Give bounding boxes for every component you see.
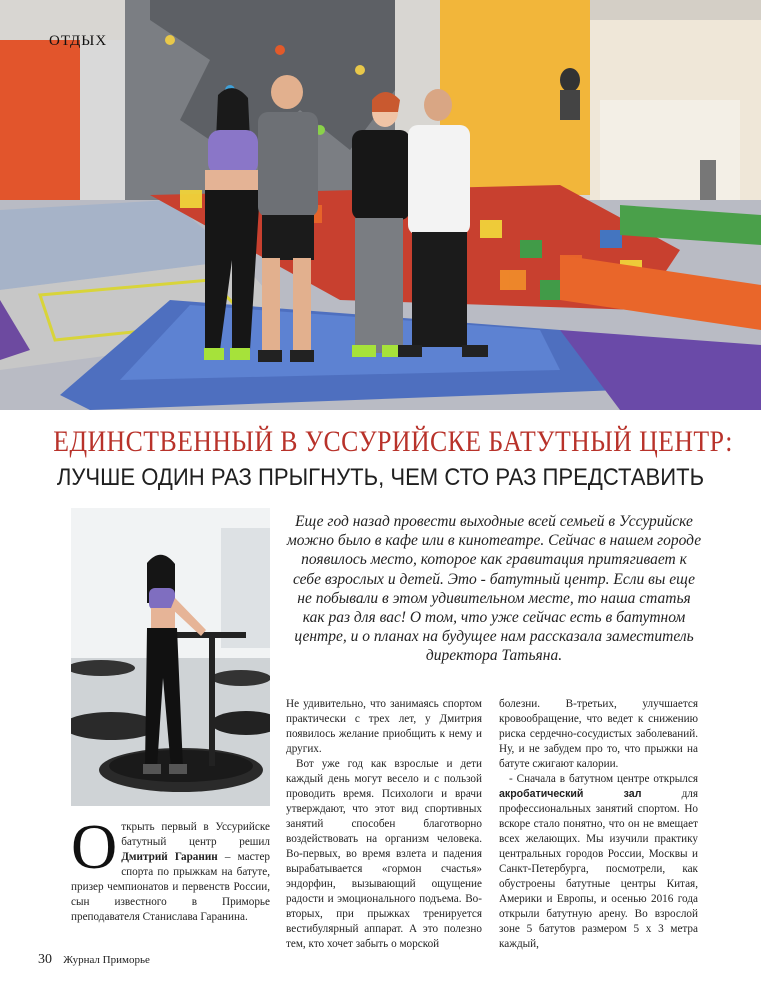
- magazine-name: Журнал Приморье: [63, 954, 150, 966]
- col-mid-paragraph-1: Не удивительно, что занимаясь спортом практически с трех лет, у Дмитрия появилось желание приобщить к нему и других.: [286, 698, 482, 755]
- col-right-text-a: - Сначала в батутном центре открылся: [509, 773, 698, 785]
- col-left-text-a: ткрыть первый в Уссурийске батутный центр решил: [121, 821, 270, 848]
- intro-paragraph: Еще год назад провести выходные всей семьей в Уссурийске можно было в кафе или в кинотеатре. Сейчас в нашем городе появилось место, которое как гравитация притягивает к себе взрослых и детей. Это - батутный центр. Если вы еще не побывали в этом удивительном месте, то наша статья как раз для вас! О том, что уже сейчас есть в батутном центре, и о планах на будущее нам рассказала заместитель директора Татьяна.: [286, 513, 702, 665]
- headline-line-2: ЛУЧШЕ ОДИН РАЗ ПРЫГНУТЬ, ЧЕМ СТО РАЗ ПРЕДСТАВИТЬ: [56, 464, 705, 491]
- col-left-text-b: – мастер спорта по прыжкам на батуте, призер чемпионатов и первенств России, сын известного в Приморье преподавателя Станислава Гаранина.: [71, 851, 270, 923]
- hero-photo: [0, 0, 761, 410]
- person-name: Дмитрий Гаранин: [121, 851, 218, 863]
- headline-line-1: ЕДИНСТВЕННЫЙ В УССУРИЙСКЕ БАТУТНЫЙ ЦЕНТР:: [53, 425, 733, 458]
- section-label: ОТДЫХ: [49, 33, 108, 49]
- acrobatic-hall: акробатический зал: [499, 788, 642, 800]
- headline: [0, 425, 761, 493]
- drop-cap: О: [71, 811, 118, 882]
- trainer-photo: [71, 508, 270, 806]
- page-footer: [38, 951, 150, 968]
- column-right: [499, 697, 698, 952]
- column-left: [71, 811, 270, 925]
- col-mid-paragraph-2: Вот уже год как взрослые и дети каждый день могут весело и с пользой проводить время. Психологи и врачи утверждают, что этот вид спортивных занятий способен благотворно воздействовать на организм человека. Во-первых, во время взлета и падения вырабатывается «гормон счастья» эндорфин, вызывающий ощущение радости и эмоционального подъема. Во-вторых, при прыжках тренируется вестибулярный аппарат. А это полезно тем, кто хочет забыть о морской: [286, 758, 482, 950]
- col-right-paragraph-1: болезни. В-третьих, улучшается кровообращение, что ведет к снижению риска сердечно-сосудистых заболеваний. Ну, и не забудем про то, что прыжки на батуте сжигают калории.: [499, 698, 698, 770]
- page-number: 30: [38, 952, 52, 967]
- column-middle: [286, 697, 482, 952]
- col-right-text-b: для профессиональных занятий спортом. Но вскоре стало понятно, что он не вмещает всех желающих. Мы изучили практику центральных городов России, Москвы и Санкт-Петербурга, посмотрели, как обустроены батутные центры Китая, Америки и Европы, и осенью 2016 года открыли батутную арену. Во взрослой зоне 5 батутов размером 5 х 3 метра каждый,: [499, 788, 698, 950]
